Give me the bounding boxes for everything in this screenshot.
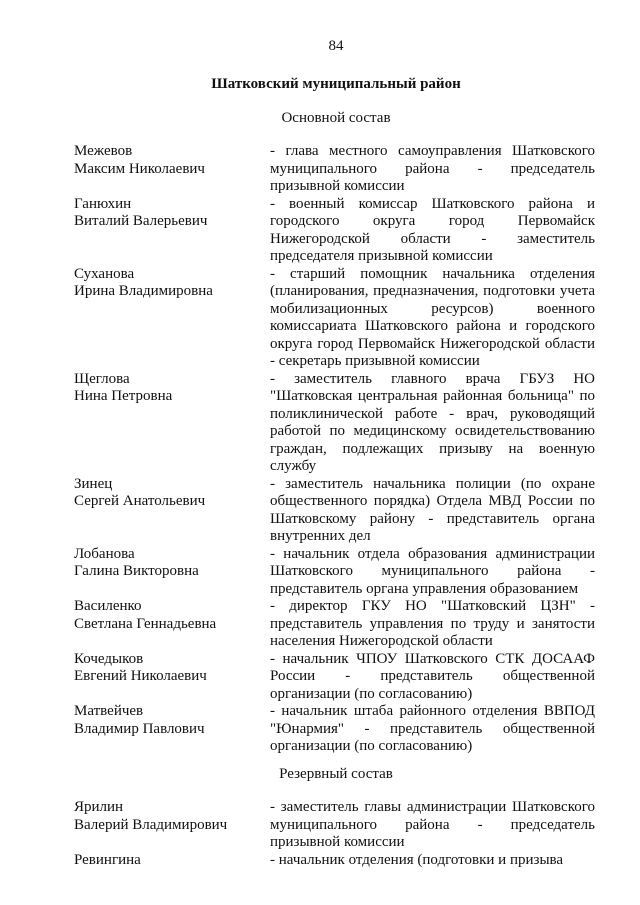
member-entry bbox=[0, 476, 640, 546]
member-name bbox=[0, 703, 270, 756]
member-given-names: Светлана Геннадьевна bbox=[74, 615, 217, 632]
member-surname: Суханова bbox=[74, 265, 135, 282]
member-given-names: Максим Николаевич bbox=[74, 160, 205, 177]
member-entry bbox=[0, 651, 640, 704]
member-entry bbox=[0, 852, 640, 870]
member-name bbox=[0, 852, 270, 870]
member-surname: Ганюхин bbox=[74, 195, 132, 212]
member-entry bbox=[0, 143, 640, 196]
member-given-names: Валерий Владимирович bbox=[74, 816, 228, 833]
member-role: - старший помощник начальника отделения (планирования, предназначения, подготовки учета мобилизационных ресурсов) военного комиссариата Шатковского района и городского округа город Первомайск Нижегородской области - секретарь призывной комиссии bbox=[270, 265, 595, 369]
member-role: - начальник отдела образования администрации Шатковского муниципального района - представитель органа управления образованием bbox=[270, 545, 595, 597]
member-surname: Межевов bbox=[74, 143, 133, 159]
member-name bbox=[0, 196, 270, 266]
member-given-names: Сергей Анатольевич bbox=[74, 493, 206, 509]
member-given-names: Евгений Николаевич bbox=[74, 668, 207, 684]
member-surname: Кочедыков bbox=[74, 650, 144, 667]
main-section-heading: Основной состав bbox=[281, 110, 391, 126]
member-surname: Щеглова bbox=[74, 370, 130, 387]
member-entry bbox=[0, 371, 640, 476]
member-role: - начальник отделения (подготовки и призыва bbox=[270, 851, 564, 868]
member-given-names: Ирина Владимировна bbox=[74, 283, 213, 299]
member-name bbox=[0, 143, 270, 196]
member-name bbox=[0, 266, 270, 371]
member-name bbox=[0, 476, 270, 546]
member-entry bbox=[0, 546, 640, 599]
member-surname: Зинец bbox=[74, 475, 113, 492]
page-number: 84 bbox=[328, 38, 344, 54]
member-given-names: Галина Викторовна bbox=[74, 563, 199, 579]
member-role: - заместитель главы администрации Шатковского муниципального района - председатель призывной комиссии bbox=[270, 799, 595, 850]
member-entry bbox=[0, 266, 640, 371]
reserve-section-heading: Резервный состав bbox=[279, 766, 393, 782]
member-role: - начальник ЧПОУ Шатковского СТК ДОСААФ России - представитель общественной организации (по согласованию) bbox=[270, 650, 595, 702]
member-name bbox=[0, 598, 270, 651]
member-role: - начальник штаба районного отделения ВВПОД "Юнармия" - представитель общественной организации (по согласованию) bbox=[270, 703, 595, 754]
member-entry bbox=[0, 703, 640, 756]
member-given-names: Владимир Павлович bbox=[74, 720, 205, 737]
member-surname: Ярилин bbox=[74, 799, 124, 815]
member-given-names: Виталий Валерьевич bbox=[74, 213, 208, 229]
member-role: - заместитель начальника полиции (по охране общественного порядка) Отдела МВД России по Шатковскому району - представитель органа внутренних дел bbox=[270, 475, 595, 544]
reserve-member-list bbox=[0, 799, 640, 869]
member-entry bbox=[0, 799, 640, 852]
main-member-list bbox=[0, 143, 640, 756]
member-surname: Василенко bbox=[74, 598, 142, 614]
member-entry bbox=[0, 598, 640, 651]
member-given-names: Нина Петровна bbox=[74, 388, 173, 404]
member-surname: Лобанова bbox=[74, 545, 135, 562]
member-name bbox=[0, 371, 270, 476]
district-title: Шатковский муниципальный район bbox=[211, 76, 461, 92]
member-name bbox=[0, 546, 270, 599]
member-name bbox=[0, 799, 270, 852]
member-entry bbox=[0, 196, 640, 266]
member-role: - директор ГКУ НО "Шатковский ЦЗН" - представитель управления по труду и занятости населения Нижегородской области bbox=[270, 598, 595, 649]
member-name bbox=[0, 651, 270, 704]
member-surname: Ревингина bbox=[74, 851, 141, 868]
member-role: - глава местного самоуправления Шатковского муниципального района - председатель призывной комиссии bbox=[270, 143, 595, 194]
member-role: - военный комиссар Шатковского района и городского округа город Первомайск Нижегородской области - заместитель председателя призывной комиссии bbox=[270, 195, 595, 264]
member-surname: Матвейчев bbox=[74, 703, 144, 719]
member-role: - заместитель главного врача ГБУЗ НО "Шатковская центральная районная больница" по поликлинической работе - врач, руководящий работой по медицинскому освидетельствованию граждан, подлежащих призыву на военную службу bbox=[270, 370, 595, 474]
